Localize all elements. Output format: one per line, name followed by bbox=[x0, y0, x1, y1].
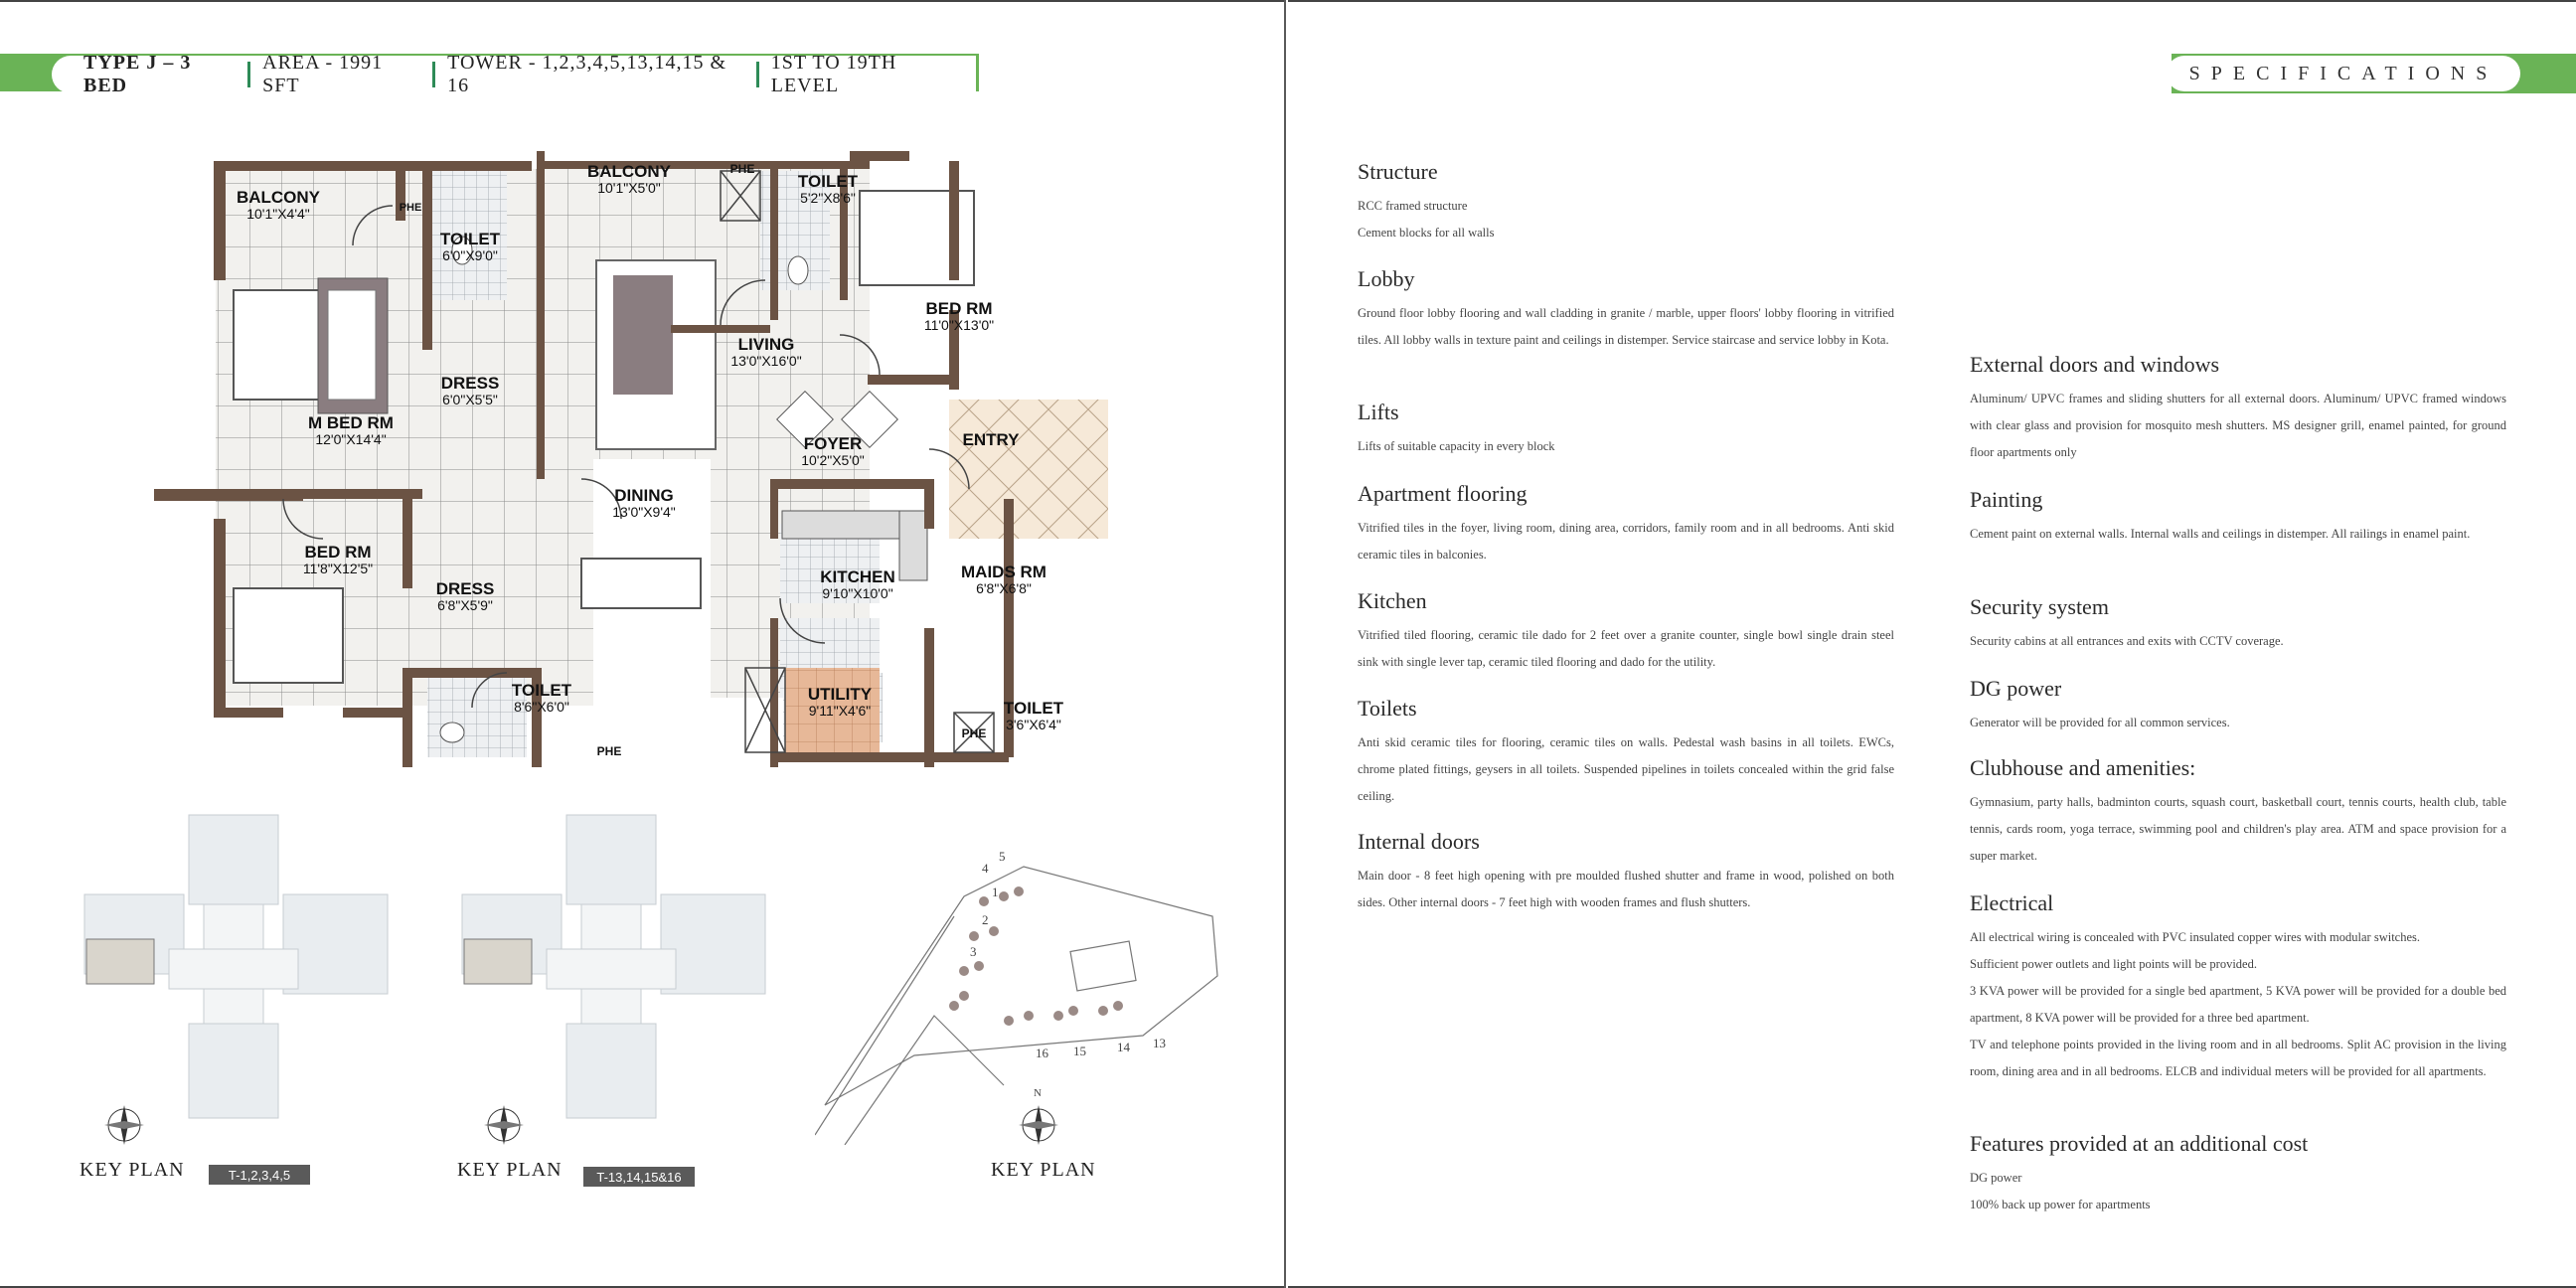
spec-section bbox=[1970, 487, 2506, 548]
room-label: BALCONY 10'1"X5'0" bbox=[586, 162, 672, 196]
room-label: PHE bbox=[399, 202, 422, 214]
spec-heading: Apartment flooring bbox=[1358, 481, 1528, 506]
spec-text: Security cabins at all entrances and exits with CCTV coverage. bbox=[1970, 634, 2284, 648]
spec-text: Anti skid ceramic tiles for flooring, ceramic tiles on walls. Pedestal wash basins in all toilets. EWCs, chrome plated fittings, geysers in all toilets. Suspended pipelines in toilets concealed within the grid false ceiling. bbox=[1358, 735, 1894, 803]
site-tower-number: 1 bbox=[992, 885, 999, 899]
room-label: DRESS 6'0"X5'5" bbox=[440, 374, 500, 407]
room-label: DRESS 6'8"X5'9" bbox=[435, 579, 495, 613]
level-range: 1ST TO 19TH LEVEL bbox=[770, 52, 897, 96]
spec-text: Aluminum/ UPVC frames and sliding shutters for all external doors. Aluminum/ UPVC framed windows with clear glass and provision for mosquito mesh shutters. MS designer grill, enamel painted, for ground floor apartments only bbox=[1970, 392, 2506, 459]
spec-heading: Toilets bbox=[1358, 696, 1417, 721]
unit-area: AREA - 1991 SFT bbox=[262, 52, 384, 96]
spec-section bbox=[1970, 755, 2506, 870]
spec-section bbox=[1358, 159, 1894, 246]
spec-text: Cement blocks for all walls bbox=[1358, 226, 1495, 240]
spec-section bbox=[1970, 352, 2506, 466]
room-label: DINING 13'0"X9'4" bbox=[612, 486, 676, 520]
spec-text: Lifts of suitable capacity in every block bbox=[1358, 439, 1555, 453]
spec-text: 3 KVA power will be provided for a single bed apartment, 5 KVA power will be provided for a double bed apartment, 8 KVA power will be provided for a three bed apartment. bbox=[1970, 984, 2506, 1025]
north-compass-icon bbox=[102, 1103, 146, 1147]
site-tower-number: 5 bbox=[999, 849, 1006, 864]
spec-heading: Security system bbox=[1970, 594, 2109, 619]
spec-text: Vitrified tiled flooring, ceramic tile dado for 2 feet over a granite counter, single bowl single drain steel sink with single lever tap, ceramic tiled flooring and dado for the utility. bbox=[1358, 628, 1894, 669]
page-title: SPECIFICATIONS bbox=[2167, 56, 2520, 91]
spec-section bbox=[1970, 676, 2506, 736]
spec-text: Cement paint on external walls. Internal walls and ceilings in distemper. All railings in enamel paint. bbox=[1970, 527, 2471, 541]
spec-text: Generator will be provided for all common services. bbox=[1970, 716, 2230, 729]
spec-section bbox=[1358, 829, 1894, 916]
room-label: TOILET 8'6"X6'0" bbox=[511, 681, 572, 715]
tower-badge: T-13,14,15&16 bbox=[583, 1167, 695, 1187]
site-key-plan-map bbox=[815, 849, 1232, 1145]
spec-text: Ground floor lobby flooring and wall cladding in granite / marble, upper floors' lobby flooring in vitrified tiles. All lobby walls in texture paint and ceilings in distemper. Service staircase and service lobby in Kota. bbox=[1358, 306, 1894, 347]
room-label: PHE bbox=[596, 744, 622, 758]
site-tower-number: 13 bbox=[1153, 1036, 1166, 1050]
spec-heading: DG power bbox=[1970, 676, 2062, 701]
spec-text: RCC framed structure bbox=[1358, 199, 1468, 213]
room-label: MAIDS RM 6'8"X6'8" bbox=[961, 563, 1046, 596]
site-tower-number: 2 bbox=[982, 912, 989, 927]
spec-heading: Kitchen bbox=[1358, 588, 1427, 613]
spec-heading: Painting bbox=[1970, 487, 2043, 512]
room-label: BALCONY 10'1"X4'4" bbox=[236, 188, 321, 222]
room-label: TOILET 5'2"X8'6" bbox=[797, 172, 859, 206]
spec-heading: Internal doors bbox=[1358, 829, 1480, 854]
key-plan-caption: KEY PLAN bbox=[457, 1159, 563, 1181]
room-label: BED RM 11'0"X13'0" bbox=[923, 299, 995, 333]
spec-section bbox=[1970, 594, 2506, 655]
site-tower-number: 15 bbox=[1073, 1044, 1086, 1058]
room-label: PHE bbox=[729, 162, 755, 176]
spec-heading: Structure bbox=[1358, 159, 1438, 184]
key-plan-map bbox=[75, 810, 442, 1128]
tower-list: TOWER - 1,2,3,4,5,13,14,15 & 16 bbox=[447, 52, 727, 96]
page-border-top bbox=[0, 0, 1284, 2]
room-label: KITCHEN 9'10"X10'0" bbox=[820, 567, 895, 601]
site-tower-number: 3 bbox=[970, 944, 977, 959]
spec-text: Sufficient power outlets and light points will be provided. bbox=[1970, 957, 2257, 971]
site-tower-number: 14 bbox=[1117, 1040, 1130, 1054]
spec-section bbox=[1358, 588, 1894, 676]
room-label: LIVING 13'0"X16'0" bbox=[730, 335, 802, 369]
room-label: TOILET 6'0"X9'0" bbox=[439, 230, 501, 263]
left-page bbox=[0, 0, 1286, 1288]
site-tower-number: 4 bbox=[982, 861, 989, 876]
room-label: UTILITY 9'11"X4'6" bbox=[807, 685, 873, 719]
spec-section bbox=[1358, 266, 1894, 354]
unit-type-header bbox=[52, 52, 976, 96]
key-plan-caption: KEY PLAN bbox=[991, 1159, 1096, 1181]
spec-heading: Lifts bbox=[1358, 400, 1399, 424]
spec-text: 100% back up power for apartments bbox=[1970, 1198, 2151, 1211]
page-border-top bbox=[1288, 0, 2576, 2]
spec-text: All electrical wiring is concealed with PVC insulated copper wires with modular switches. bbox=[1970, 930, 2421, 944]
spec-section bbox=[1970, 1131, 2506, 1218]
spec-heading: Features provided at an additional cost bbox=[1970, 1131, 2309, 1156]
spec-text: Main door - 8 feet high opening with pre moulded flushed shutter and frame in wood, polished on both sides. Other internal doors - 7 feet high with wooden frames and flush shutters. bbox=[1358, 869, 1894, 909]
spec-heading: External doors and windows bbox=[1970, 352, 2220, 377]
room-label: FOYER 10'2"X5'0" bbox=[801, 434, 865, 468]
room-label: ENTRY bbox=[962, 430, 1020, 449]
site-tower-number: 16 bbox=[1036, 1046, 1048, 1060]
spec-heading: Clubhouse and amenities: bbox=[1970, 755, 2196, 780]
spec-heading: Lobby bbox=[1358, 266, 1415, 291]
room-label: PHE bbox=[961, 726, 987, 740]
room-label: TOILET 3'6"X6'4" bbox=[1003, 699, 1064, 732]
spec-text: DG power bbox=[1970, 1171, 2022, 1185]
room-label: M BED RM 12'0"X14'4" bbox=[308, 413, 394, 447]
unit-type: TYPE J – 3 BED bbox=[83, 52, 192, 96]
spec-text: Gymnasium, party halls, badminton courts, squash court, basketball court, tennis courts, health club, table tennis, cards room, yoga terrace, swimming pool and children's play area. ATM and space provision for a super market. bbox=[1970, 795, 2506, 863]
spec-text: Vitrified tiles in the foyer, living room, dining area, corridors, family room and in all bedrooms. Anti skid ceramic tiles in balconies. bbox=[1358, 521, 1894, 562]
north-compass-icon bbox=[482, 1103, 526, 1147]
room-label: BED RM 11'8"X12'5" bbox=[302, 543, 374, 576]
key-plan-map bbox=[452, 810, 820, 1128]
spec-heading: Electrical bbox=[1970, 890, 2054, 915]
key-plan-caption: KEY PLAN bbox=[80, 1159, 185, 1181]
floor-plan-drawing bbox=[154, 151, 1108, 777]
spec-section bbox=[1358, 481, 1894, 568]
compass-north-label: N bbox=[1034, 1087, 1042, 1099]
north-compass-icon bbox=[1017, 1103, 1060, 1147]
tower-badge: T-1,2,3,4,5 bbox=[209, 1165, 310, 1185]
spec-section bbox=[1970, 890, 2506, 1085]
spec-section bbox=[1358, 696, 1894, 810]
spec-section bbox=[1358, 400, 1894, 460]
spec-text: TV and telephone points provided in the living room and in all bedrooms. Split AC provision in the living room, dining area and in all bedrooms. ELCB and individual meters will be provided for all apartments. bbox=[1970, 1038, 2506, 1078]
floor-plan bbox=[154, 151, 1108, 777]
